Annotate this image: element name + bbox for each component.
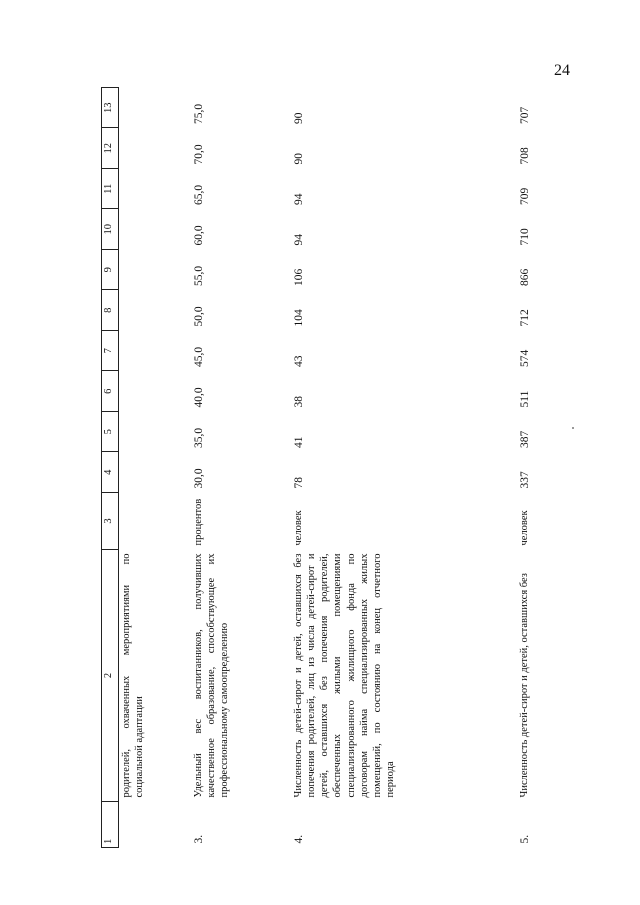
value-cell: 511 (519, 390, 531, 408)
unit-cell: процентов (193, 498, 204, 546)
value-cell: 41 (293, 436, 305, 448)
value-cell: 712 (519, 309, 531, 327)
row-number: 3. (193, 834, 205, 844)
value-cell (119, 209, 192, 250)
value-cell: 60,0 (193, 225, 205, 246)
value-cell: 94 (293, 193, 305, 205)
value-cell (119, 88, 192, 129)
row-number: 4. (293, 834, 305, 844)
column-header: 4 (102, 452, 119, 493)
unit-cell: человек (519, 510, 530, 546)
value-cell: 38 (293, 396, 305, 408)
column-header: 2 (102, 550, 119, 802)
row-number: 5. (519, 834, 531, 844)
value-cell (119, 290, 192, 331)
unit-cell (119, 493, 192, 550)
indicators-table (101, 87, 559, 848)
value-cell: 45,0 (193, 346, 205, 367)
column-header: 1 (102, 802, 119, 848)
column-header: 3 (102, 493, 119, 550)
column-header: 13 (102, 88, 119, 129)
scan-speck (572, 427, 574, 429)
indicator-description: родителей, охваченных мероприятиями по социальной адаптации (121, 553, 146, 798)
page-number: 24 (554, 62, 570, 79)
indicator-description: Численность детей-сирот и детей, оставшихся без (519, 573, 530, 798)
value-cell (119, 371, 192, 412)
table-row (291, 88, 517, 848)
table-row (119, 88, 192, 848)
value-cell: 50,0 (193, 306, 205, 327)
value-cell (119, 331, 192, 372)
value-cell: 75,0 (193, 103, 205, 124)
value-cell: 574 (519, 349, 531, 367)
value-cell (119, 169, 192, 210)
value-cell: 43 (293, 355, 305, 367)
column-header: 9 (102, 250, 119, 291)
value-cell: 55,0 (193, 265, 205, 286)
value-cell (119, 250, 192, 291)
column-header: 5 (102, 412, 119, 453)
rotated-table-container (101, 88, 531, 848)
value-cell: 78 (293, 477, 305, 489)
value-cell: 387 (519, 430, 531, 448)
value-cell: 104 (293, 309, 305, 327)
column-header: 10 (102, 209, 119, 250)
value-cell: 40,0 (193, 387, 205, 408)
unit-cell: человек (293, 510, 304, 546)
value-cell: 70,0 (193, 144, 205, 165)
value-cell: 35,0 (193, 427, 205, 448)
value-cell: 709 (519, 187, 531, 205)
value-cell: 65,0 (193, 184, 205, 205)
value-cell: 30,0 (193, 468, 205, 489)
value-cell: 866 (519, 268, 531, 286)
column-header: 11 (102, 169, 119, 210)
indicator-description: Удельный вес воспитанников, получивших качественное образование, способствующее их профессиональному самоопределению (193, 553, 231, 798)
value-cell: 106 (293, 268, 305, 286)
value-cell (119, 452, 192, 493)
value-cell: 710 (519, 228, 531, 246)
column-header: 7 (102, 331, 119, 372)
table-row (517, 88, 559, 848)
value-cell: 90 (293, 153, 305, 165)
row-number (119, 802, 192, 848)
column-header: 6 (102, 371, 119, 412)
value-cell: 707 (519, 106, 531, 124)
value-cell: 90 (293, 112, 305, 124)
value-cell: 337 (519, 471, 531, 489)
value-cell (119, 412, 192, 453)
value-cell: 94 (293, 234, 305, 246)
column-number-row (102, 88, 119, 848)
column-header: 12 (102, 128, 119, 169)
table-row (191, 88, 291, 848)
column-header: 8 (102, 290, 119, 331)
indicator-description: Численность детей-сирот и детей, оставшихся без попечения родителей, лиц из числа детей-сирот и детей, оставшихся без попечения родителей, обеспеченных жилыми помещениями специализированного жилищного фонда по договорам найма специализированных жилых помещений, по состоянию на конец отчетного периода (293, 553, 396, 798)
value-cell: 708 (519, 147, 531, 165)
value-cell (119, 128, 192, 169)
